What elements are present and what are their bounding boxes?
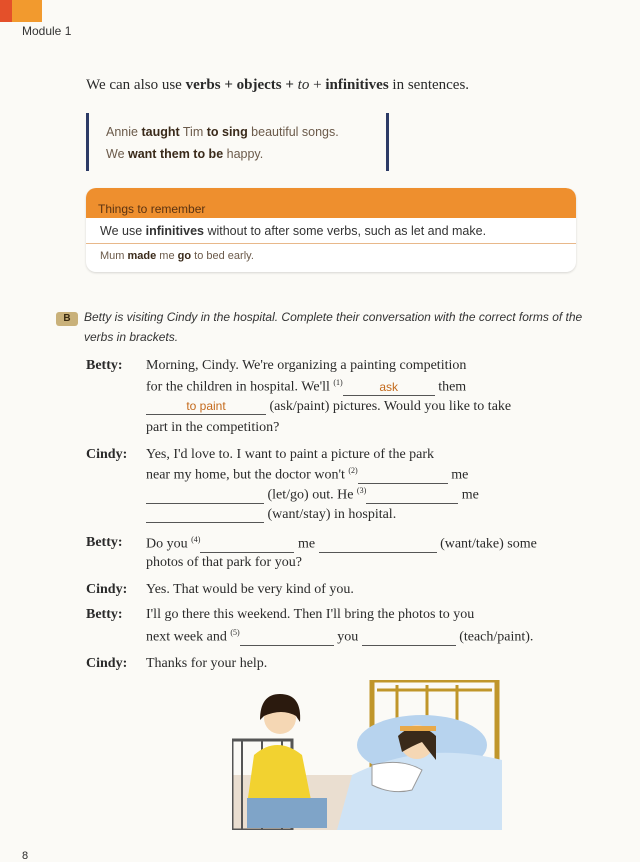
speaker-cindy: Cindy: xyxy=(86,447,128,462)
dialogue-line: Yes. That would be very kind of you. xyxy=(146,582,354,597)
answer-blank-3a[interactable] xyxy=(366,488,458,504)
blanket xyxy=(337,753,502,830)
speaker-cindy: Cindy: xyxy=(86,656,128,671)
answer-blank-5b[interactable] xyxy=(362,630,456,646)
divider xyxy=(86,243,576,244)
betty-skirt xyxy=(247,798,327,828)
dialogue-line: (let/go) out. He $^{(3)}$ me xyxy=(146,486,479,504)
answer-blank-4a[interactable] xyxy=(200,537,294,553)
answer-blank-5a[interactable] xyxy=(240,630,334,646)
answer-blank-2a[interactable] xyxy=(358,468,448,484)
things-to-remember-box xyxy=(86,188,576,272)
page-number: 8 xyxy=(22,850,29,862)
dialogue-line: Thanks for your help. xyxy=(146,656,268,671)
example-bar-left xyxy=(86,113,89,171)
answer-blank-example[interactable]: to paint xyxy=(146,399,266,415)
dialogue-line: (want/stay) in hospital. xyxy=(146,507,396,523)
intro-sentence: We can also use verbs + objects + to + infinitives in sentences. xyxy=(86,77,470,93)
section-instruction: Betty is visiting Cindy in the hospital. Complete their conversation with the correct forms of the verbs in brackets. xyxy=(84,310,583,344)
dialogue-line: near my home, but the doctor won't $^{(2)}$ me xyxy=(146,466,469,483)
speaker-betty: Betty: xyxy=(86,607,123,622)
things-to-remember-title: Things to remember xyxy=(98,202,206,216)
answer-blank-4b[interactable] xyxy=(319,537,437,553)
remember-example: Mum made me go to bed early. xyxy=(100,250,254,262)
dialogue-line: Do you $^{(4)}$ me (want/take) some xyxy=(146,535,537,552)
dialogue-line: photos of that park for you? xyxy=(146,555,302,570)
dialogue-line: for the children in hospital. We'll $^{(1)}$ ask them xyxy=(146,378,467,395)
corner-tab-accent xyxy=(0,0,12,22)
example-line: Annie taught Tim to sing beautiful songs. xyxy=(106,125,339,139)
example-box xyxy=(86,113,390,171)
section-badge: B xyxy=(56,312,78,326)
answer-blank-2b[interactable] xyxy=(146,488,264,504)
dialogue-line: Morning, Cindy. We're organizing a painting competition xyxy=(146,358,467,373)
module-label: Module 1 xyxy=(22,24,72,38)
hospital-illustration xyxy=(232,680,502,830)
answer-blank-1[interactable]: ask xyxy=(343,380,435,396)
dialogue-line: I'll go there this weekend. Then I'll bring the photos to you xyxy=(146,607,475,622)
remember-rule: We use infinitives without to after some verbs, such as let and make. xyxy=(100,224,487,238)
dialogue-line: Yes, I'd love to. I want to paint a picture of the park xyxy=(146,447,435,462)
dialogue-line: to paint (ask/paint) pictures. Would you like to take xyxy=(146,399,511,415)
example-bar-right xyxy=(386,113,389,171)
speaker-betty: Betty: xyxy=(86,535,123,550)
speaker-cindy: Cindy: xyxy=(86,582,128,597)
answer-blank-3b[interactable] xyxy=(146,507,264,523)
dialogue-line: part in the competition? xyxy=(146,420,280,435)
example-line: We want them to be happy. xyxy=(106,147,264,161)
betty-shirt xyxy=(247,745,312,805)
speaker-betty: Betty: xyxy=(86,358,123,373)
dialogue-line: next week and $^{(5)}$ you (teach/paint). xyxy=(146,628,534,645)
